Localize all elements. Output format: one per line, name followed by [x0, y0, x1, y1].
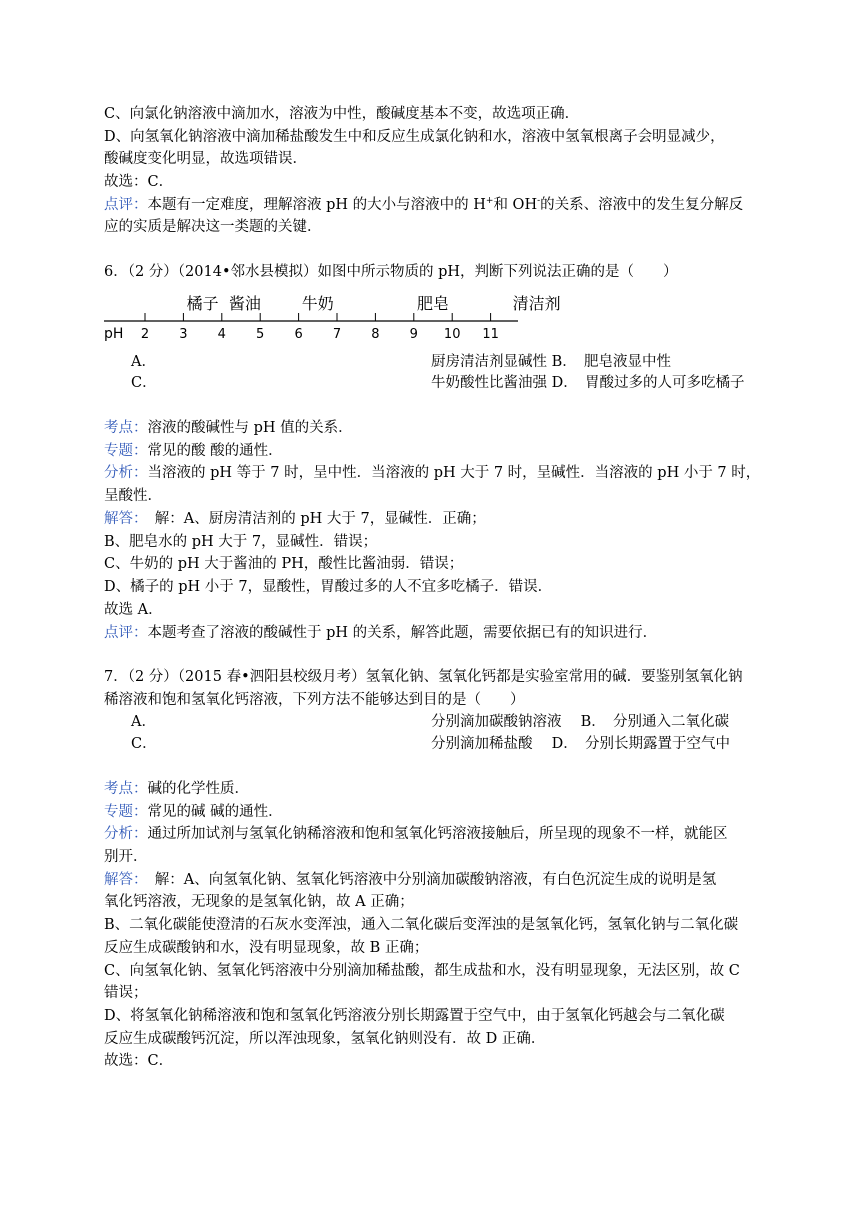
q7-options-a-b: 分别滴加碳酸钠溶液 B． 分别通入二氧化碳: [431, 714, 730, 730]
q5-option-d-analysis-line2: 酸碱度变化明显，故选项错误．: [104, 151, 307, 167]
ph-tick-label: 6: [294, 327, 303, 342]
ph-axis-label: pH: [104, 326, 124, 342]
q6-dianping-text: 本题考查了溶液的酸碱性于 pH 的关系，解答此题，需要依据已有的知识进行．: [147, 625, 658, 641]
q5-review-sup-plus: +: [485, 196, 494, 207]
q6-fenxi-text: 当溶液的 pH 等于 7 时，呈中性．当溶液的 pH 大于 7 时，呈碱性．当溶液的 pH 小于 7 时，: [147, 465, 761, 481]
ph-tick-label: 4: [217, 327, 226, 342]
ph-tick-label: 5: [256, 327, 265, 342]
q6-jieda-line2: B、肥皂水的 pH 大于 7，显碱性．错误；: [104, 534, 378, 550]
q7-jieda: [104, 869, 716, 891]
q7-jieda-line4: 反应生成碳酸钠和水，没有明显现象，故 B 正确；: [104, 940, 429, 956]
q7-answer: 故选：C．: [104, 1053, 174, 1069]
q5-answer: 故选：C．: [104, 174, 174, 190]
q6-fenxi-label: 分析：: [104, 465, 148, 481]
q5-review-text-a: 本题有一定难度，理解溶液 pH 的大小与溶液中的 H: [147, 197, 486, 213]
q7-jieda-line5: C、向氢氧化钠、氢氧化钙溶液中分别滴加稀盐酸，都生成盐和水，没有明显现象，无法区别，故 C: [104, 963, 740, 979]
ph-substance-label: 酱油: [228, 294, 261, 313]
q5-review-sup-minus: -: [537, 196, 541, 207]
q7-option-c-letter: C．: [131, 736, 157, 752]
q6-jieda-text: 解：A、厨房清洁剂的 pH 大于 7，显碱性．正确；: [140, 511, 486, 527]
q6-option-a-letter: A．: [131, 354, 156, 370]
ph-substance-label: 清洁剂: [512, 294, 561, 313]
q7-jieda-label: 解答：: [104, 872, 141, 888]
ph-substance-label: 橘子: [186, 294, 219, 313]
q6-fenxi: [104, 462, 760, 484]
q7-jieda-line7: D、将氢氧化钠稀溶液和饱和氢氧化钙溶液分别长期露置于空气中，由于氢氧化钙越会与二氧化碳: [104, 1008, 725, 1024]
q6-kaodian-text: 溶液的酸碱性与 pH 值的关系．: [147, 420, 353, 436]
q6-option-c-letter: C．: [131, 375, 157, 391]
q5-review-label: 点评：: [104, 197, 148, 213]
q7-fenxi-line2: 别开．: [104, 849, 148, 865]
q7-stem-line2: 稀溶液和饱和氢氧化钙溶液，下列方法不能够达到目的是（ ）: [104, 692, 525, 708]
q7-jieda-text: 解：A、向氢氧化钠、氢氧化钙溶液中分别滴加碳酸钠溶液，有白色沉淀生成的说明是氢: [140, 872, 717, 888]
q6-jieda: [104, 508, 486, 530]
q6-zhuanti-text: 常见的酸 酸的通性．: [147, 443, 283, 459]
q6-options-a-b: 厨房清洁剂显碱性 B． 肥皂液显中性: [431, 354, 672, 370]
q6-answer: 故选 A．: [104, 602, 163, 618]
q7-kaodian-text: 碱的化学性质．: [147, 781, 249, 797]
q7-jieda-line6: 错误；: [104, 985, 148, 1001]
q7-kaodian: [104, 778, 249, 800]
q7-kaodian-label: 考点：: [104, 781, 148, 797]
q7-zhuanti: [104, 801, 283, 823]
ph-substance-label: 肥皂: [416, 294, 450, 313]
q7-fenxi: [104, 823, 728, 845]
q5-review-line2: 应的实质是解决这一类题的关键．: [104, 219, 322, 235]
q7-zhuanti-text: 常见的碱 碱的通性．: [147, 804, 283, 820]
q6-zhuanti: [104, 440, 283, 462]
q6-jieda-line3: C、牛奶的 pH 大于酱油的 PH，酸性比酱油弱．错误；: [104, 556, 464, 572]
q7-zhuanti-label: 专题：: [104, 804, 148, 820]
q6-stem: 6．（2 分）（2014•邻水县模拟）如图中所示物质的 pH，判断下列说法正确的是（ ）: [104, 264, 678, 280]
q7-fenxi-text: 通过所加试剂与氢氧化钠稀溶液和饱和氢氧化钙溶液接触后，所呈现的现象不一样，就能区: [147, 826, 728, 842]
q6-dianping: [104, 622, 657, 644]
ph-tick-label: 10: [443, 327, 461, 342]
ph-tick-label: 3: [179, 327, 188, 342]
q7-option-a-letter: A．: [131, 714, 156, 730]
q7-stem-line1: 7．（2 分）（2015 春•泗阳县校级月考）氢氧化钠、氢氧化钙都是实验室常用的碱．要鉴别氢氧化钠: [104, 669, 743, 685]
q6-zhuanti-label: 专题：: [104, 443, 148, 459]
q7-jieda-line2: 氧化钙溶液，无现象的是氢氧化钠，故 A 正确；: [104, 894, 414, 910]
ph-tick-label: 2: [140, 327, 150, 342]
q6-kaodian: [104, 417, 353, 439]
ph-scale-figure: [104, 292, 561, 344]
q5-review-text-b: 和 OH: [493, 197, 538, 213]
q6-dianping-label: 点评：: [104, 625, 148, 641]
q7-jieda-line3: B、二氧化碳能使澄清的石灰水变浑浊，通入二氧化碳后变浑浊的是氢氧化钙，氢氧化钠与二氧化碳: [104, 917, 739, 933]
q6-kaodian-label: 考点：: [104, 420, 148, 436]
q7-options-c-d: 分别滴加稀盐酸 D． 分别长期露置于空气中: [431, 736, 730, 752]
ph-tick-label: 11: [482, 327, 499, 342]
q5-review-text-c: 的关系、溶液中的发生复分解反: [540, 197, 744, 213]
ph-substance-label: 牛奶: [301, 294, 334, 313]
ph-tick-label: 8: [371, 327, 380, 342]
ph-tick-label: 7: [332, 327, 342, 342]
q6-options-c-d: 牛奶酸性比酱油强 D． 胃酸过多的人可多吃橘子: [431, 375, 745, 391]
q7-fenxi-label: 分析：: [104, 826, 148, 842]
q5-option-d-analysis-line1: D、向氢氧化钠溶液中滴加稀盐酸发生中和反应生成氯化钠和水，溶液中氢氧根离子会明显减少，: [104, 129, 725, 145]
ph-tick-label: 9: [409, 327, 418, 342]
q7-jieda-line8: 反应生成碳酸钙沉淀，所以浑浊现象，氢氧化钠则没有．故 D 正确．: [104, 1031, 546, 1047]
q6-jieda-label: 解答：: [104, 511, 141, 527]
q6-jieda-line4: D、橘子的 pH 小于 7，显酸性，胃酸过多的人不宜多吃橘子．错误．: [104, 579, 553, 595]
q6-fenxi-line2: 呈酸性．: [104, 488, 162, 504]
q5-option-c-analysis: C、向氯化钠溶液中滴加水，溶液为中性，酸碱度基本不变，故选项正确．: [104, 106, 580, 122]
q5-review: [104, 194, 743, 216]
